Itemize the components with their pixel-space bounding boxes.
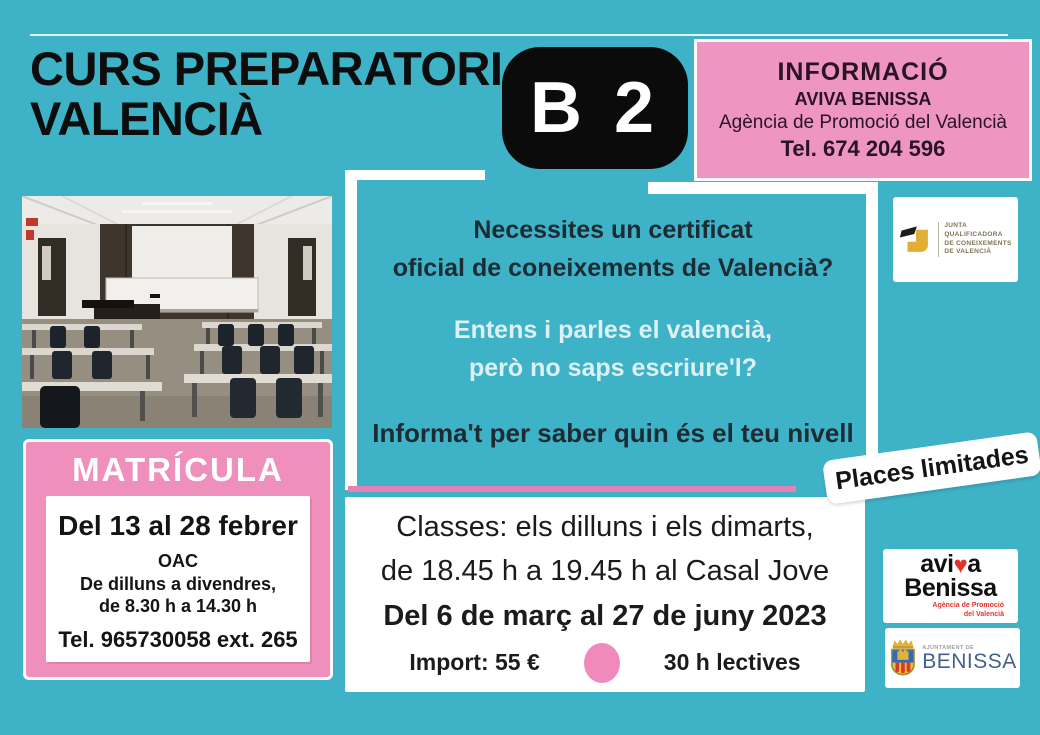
classroom-photo-illustration <box>22 196 332 428</box>
poster-title-line1: CURS PREPARATORI <box>30 42 503 95</box>
aviva-subtitle-line1: Agència de Promoció <box>932 601 1004 609</box>
classes-price-row <box>345 643 865 683</box>
classes-schedule-line2: de 18.45 h a 19.45 h al Casal Jove <box>380 555 830 588</box>
ajuntament-name: BENISSA <box>922 649 1017 673</box>
jqcv-line3: DE CONEIXEMENTS <box>944 239 1012 247</box>
matricula-office: OAC <box>158 551 198 571</box>
classes-schedule-line1: Classes: els dilluns i els dimarts, <box>396 511 814 544</box>
level-badge <box>502 47 688 169</box>
information-box <box>694 39 1032 181</box>
jqcv-line4: DE VALENCIÀ <box>944 248 992 256</box>
question-certificate-line2: oficial de coneixements de Valencià? <box>392 253 834 282</box>
matricula-days: De dilluns a divendres, <box>79 573 277 594</box>
poster-title-line2: VALENCIÀ <box>30 91 263 145</box>
aviva-subtitle <box>932 601 1004 619</box>
jqcv-logo-card <box>893 197 1018 282</box>
cta-text: Informa't per saber quin és el teu nivell <box>372 418 854 448</box>
aviva-wordmark-pre: avi <box>920 550 954 579</box>
aviva-benissa-name: Benissa <box>904 573 997 602</box>
classroom-photo <box>22 196 332 428</box>
frame-left-bar <box>345 170 357 490</box>
ajuntament-text <box>922 645 1017 672</box>
info-organization: AVIVA BENISSA <box>794 89 932 109</box>
classes-hours: 30 h lectives <box>663 649 801 676</box>
places-limitades-label: Places limitades <box>833 440 1031 495</box>
info-heading: INFORMACIÓ <box>777 58 949 86</box>
level-badge-label: B 2 <box>529 68 661 148</box>
info-organization-subtitle: Agència de Promoció del Valencià <box>719 112 1007 133</box>
question-speaking-line1: Entens i parles el valencià, <box>453 316 773 344</box>
question-speaking-line2: però no saps escriure'l? <box>469 353 757 382</box>
info-phone: Tel. 674 204 596 <box>780 136 946 161</box>
matricula-box <box>23 439 333 680</box>
benissa-shield-icon <box>888 638 916 678</box>
ajuntament-benissa-logo-card <box>885 628 1020 688</box>
frame-top-left-bar <box>345 170 485 180</box>
aviva-benissa-logo-card <box>883 549 1018 623</box>
question-speaking <box>357 312 869 387</box>
ajuntament-small-label: AJUNTAMENT DE <box>922 644 975 651</box>
classes-box <box>345 497 865 692</box>
jqcv-logo-icon <box>899 223 933 257</box>
matricula-heading: MATRÍCULA <box>72 451 284 488</box>
aviva-wordmark-post: a <box>967 550 981 579</box>
matricula-dates: Del 13 al 28 febrer <box>58 510 298 541</box>
frame-top-right-bar <box>648 182 878 194</box>
jqcv-logo-text <box>938 222 1011 257</box>
question-certificate <box>357 212 869 287</box>
question-certificate-line1: Necessites un certificat <box>473 216 753 244</box>
poster-title <box>30 44 503 144</box>
pink-dot-icon <box>584 643 620 683</box>
jqcv-line2: QUALIFICADORA <box>944 230 1003 238</box>
jqcv-line1: JUNTA <box>944 221 968 229</box>
classes-price: Import: 55 € <box>409 649 540 676</box>
classes-dates: Del 6 de març al 27 de juny 2023 <box>383 599 827 632</box>
matricula-phone: Tel. 965730058 ext. 265 <box>58 626 298 652</box>
aviva-heart-icon: ♥ <box>953 552 968 580</box>
pink-divider-line <box>348 486 796 492</box>
top-divider-line <box>30 34 1008 36</box>
matricula-hours: de 8.30 h a 14.30 h <box>98 596 258 616</box>
aviva-subtitle-line2: del Valencià <box>963 610 1004 618</box>
matricula-details <box>46 496 310 662</box>
